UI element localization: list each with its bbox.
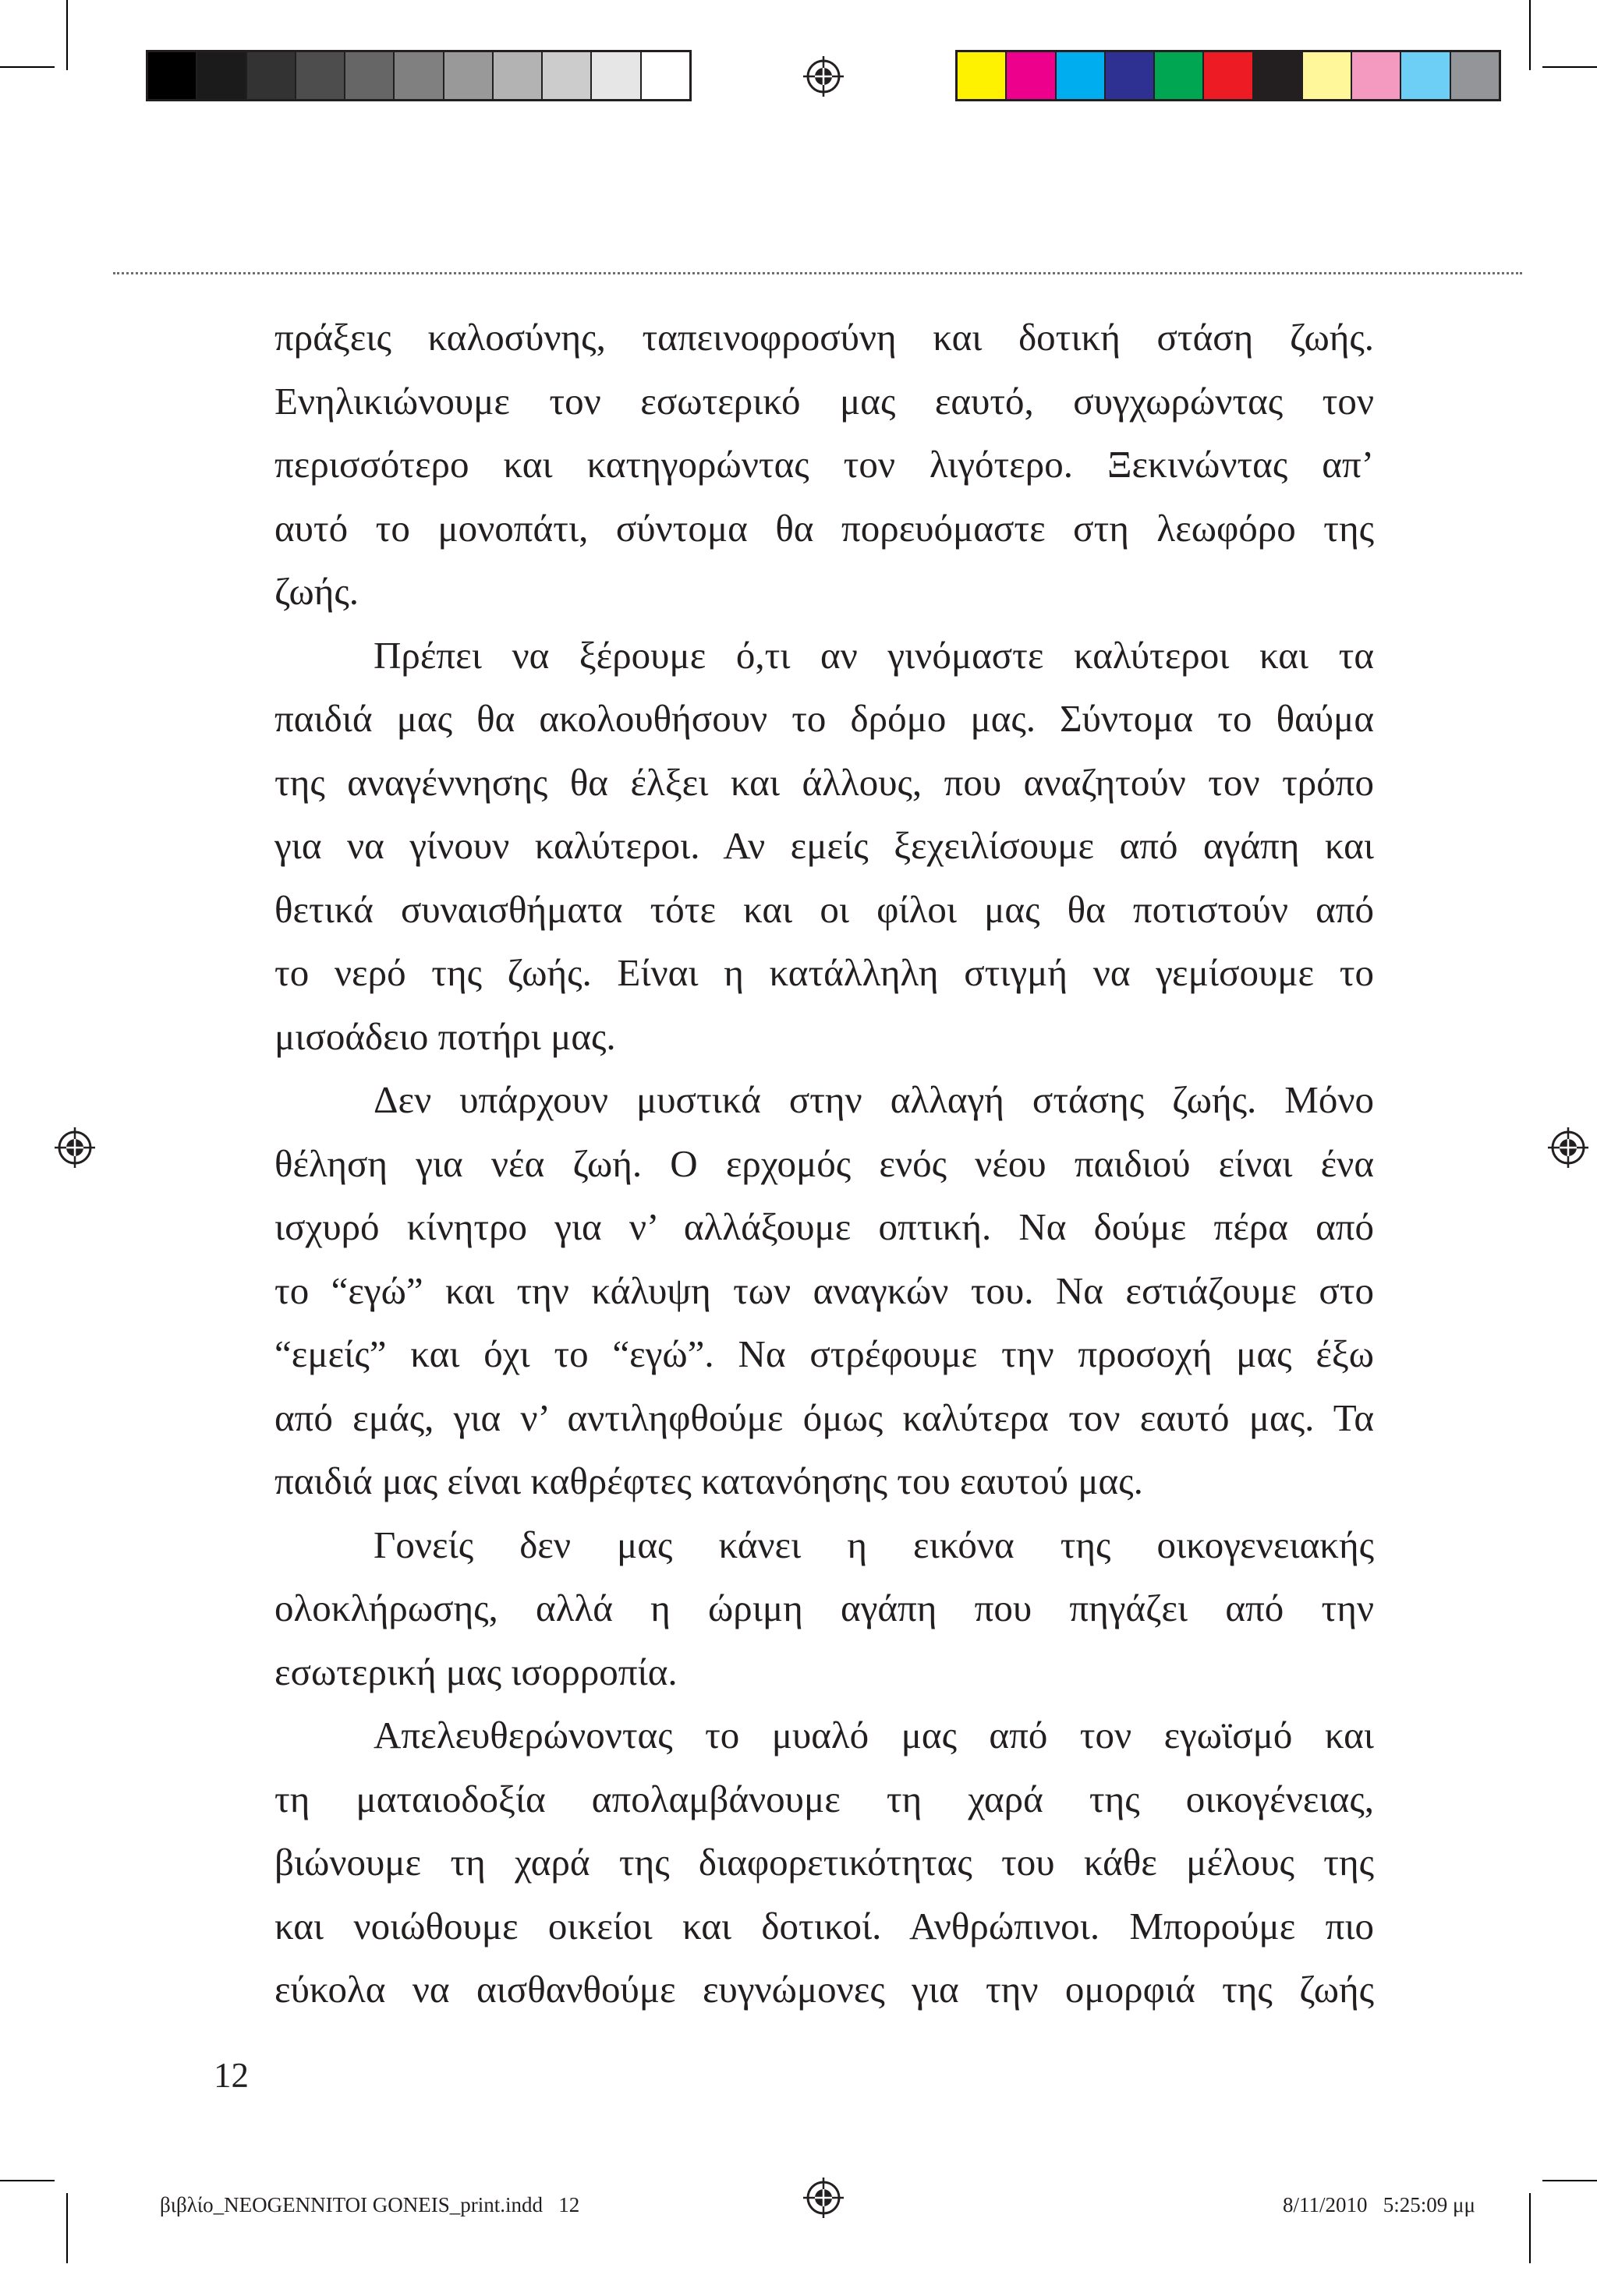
text-line: “εμείς” και όχι το “εγώ”. Να στρέφουμε την προσοχή μας έξω	[274, 1332, 1374, 1375]
text-line: Δεν υπάρχουν μυστικά στην αλλαγή στάσης ζωής. Μόνο	[374, 1078, 1374, 1121]
color-swatch	[1401, 52, 1450, 99]
color-swatch	[1352, 52, 1401, 99]
text-line: ολοκλήρωσης, αλλά η ώριμη αγάπη που πηγάζει από την	[274, 1587, 1374, 1629]
text-line: παιδιά μας θα ακολουθήσουν το δρόμο μας. Σύντομα το θαύμα	[274, 697, 1374, 740]
text-line: Απελευθερώνοντας το μυαλό μας από τον εγωϊσμό και	[374, 1714, 1374, 1756]
text-line: Πρέπει να ξέρουμε ό,τι αν γινόμαστε καλύτεροι και τα	[374, 633, 1374, 677]
color-swatch	[296, 52, 345, 99]
text-line: το “εγώ” και την κάλυψη των αναγκών του. Να εστιάζουμε στο	[274, 1268, 1374, 1312]
grayscale-color-bar	[146, 50, 692, 101]
color-swatch	[1057, 52, 1106, 99]
text-line: θετικά συναισθήματα τότε και οι φίλοι μας θα ποτιστούν από	[274, 887, 1374, 931]
crop-mark	[1542, 66, 1597, 68]
color-swatch	[1254, 52, 1303, 99]
text-line: μισοάδειο ποτήρι μας.	[274, 1014, 616, 1058]
text-line: αυτό το μονοπάτι, σύντομα θα πορευόμαστε στη λεωφόρο της	[274, 506, 1374, 550]
color-swatch	[494, 52, 543, 99]
color-swatch	[592, 52, 641, 99]
color-swatch	[1204, 52, 1253, 99]
text-line: παιδιά μας είναι καθρέφτες κατανόησης του εαυτού μας.	[274, 1459, 1143, 1502]
registration-mark-icon	[1548, 1127, 1588, 1168]
registration-mark-icon	[803, 2177, 844, 2218]
color-swatch	[958, 52, 1007, 99]
text-line: και νοιώθουμε οικείοι και δοτικοί. Ανθρώπινοι. Μπορούμε πιο	[274, 1904, 1374, 1948]
color-swatch	[642, 52, 689, 99]
text-line: το νερό της ζωής. Είναι η κατάλληλη στιγμή να γεμίσουμε το	[274, 951, 1374, 994]
text-line: βιώνουμε τη χαρά της διαφορετικότητας του κάθε μέλους της	[274, 1841, 1374, 1884]
text-line: τη ματαιοδοξία απολαμβάνουμε τη χαρά της οικογένειας,	[274, 1777, 1374, 1820]
color-swatch	[543, 52, 592, 99]
text-line: Γονείς δεν μας κάνει η εικόνα της οικογενειακής	[374, 1523, 1374, 1566]
crop-mark	[1542, 2180, 1597, 2181]
trim-guide-line	[113, 272, 1522, 274]
slug-filename: βιβλίο_NEOGENNITOI GONEIS_print.indd 12	[160, 2193, 580, 2216]
text-line: θέληση για νέα ζωή. Ο ερχομός ενός νέου παιδιού είναι ένα	[274, 1141, 1374, 1185]
crop-mark	[1529, 2193, 1531, 2263]
text-line: της αναγέννησης θα έλξει και άλλους, που αναζητούν τον τρόπο	[274, 760, 1374, 804]
color-swatch	[247, 52, 296, 99]
crop-mark	[0, 66, 55, 68]
color-swatch	[1007, 52, 1056, 99]
color-swatch	[148, 52, 197, 99]
color-swatch	[197, 52, 246, 99]
slug-timestamp: 8/11/2010 5:25:09 μμ	[1283, 2193, 1475, 2216]
text-line: για να γίνουν καλύτεροι. Αν εμείς ξεχειλίσουμε από αγάπη και	[274, 824, 1374, 867]
body-text	[274, 306, 1374, 2022]
crop-mark	[66, 2193, 68, 2263]
text-line: εύκολα να αισθανθούμε ευγνώμονες για την ομορφιά της ζωής	[274, 1968, 1374, 2011]
color-swatch	[1303, 52, 1352, 99]
text-line: ζωής.	[274, 570, 359, 613]
crop-mark	[66, 0, 68, 70]
registration-mark-icon	[803, 56, 844, 97]
crop-mark	[1529, 0, 1531, 70]
color-swatch	[444, 52, 494, 99]
text-line: πράξεις καλοσύνης, ταπεινοφροσύνη και δοτική στάση ζωής.	[274, 316, 1374, 359]
color-swatch	[1155, 52, 1204, 99]
color-swatch	[1106, 52, 1155, 99]
text-line: Ενηλικιώνουμε τον εσωτερικό μας εαυτό, συγχωρώντας τον	[274, 379, 1374, 423]
color-swatch	[345, 52, 395, 99]
text-line: από εμάς, για ν’ αντιληφθούμε όμως καλύτερα τον εαυτό μας. Τα	[274, 1396, 1374, 1439]
crop-mark	[0, 2180, 55, 2181]
color-swatch	[395, 52, 444, 99]
process-color-bar	[955, 50, 1501, 101]
text-line: ισχυρό κίνητρο για ν’ αλλάξουμε οπτική. Να δούμε πέρα από	[274, 1205, 1374, 1248]
registration-mark-icon	[55, 1127, 95, 1168]
color-swatch	[1451, 52, 1499, 99]
text-line: εσωτερική μας ισορροπία.	[274, 1650, 678, 1693]
page-number: 12	[214, 2056, 249, 2095]
text-line: περισσότερο και κατηγορώντας τον λιγότερο. Ξεκινώντας απ’	[274, 443, 1374, 486]
